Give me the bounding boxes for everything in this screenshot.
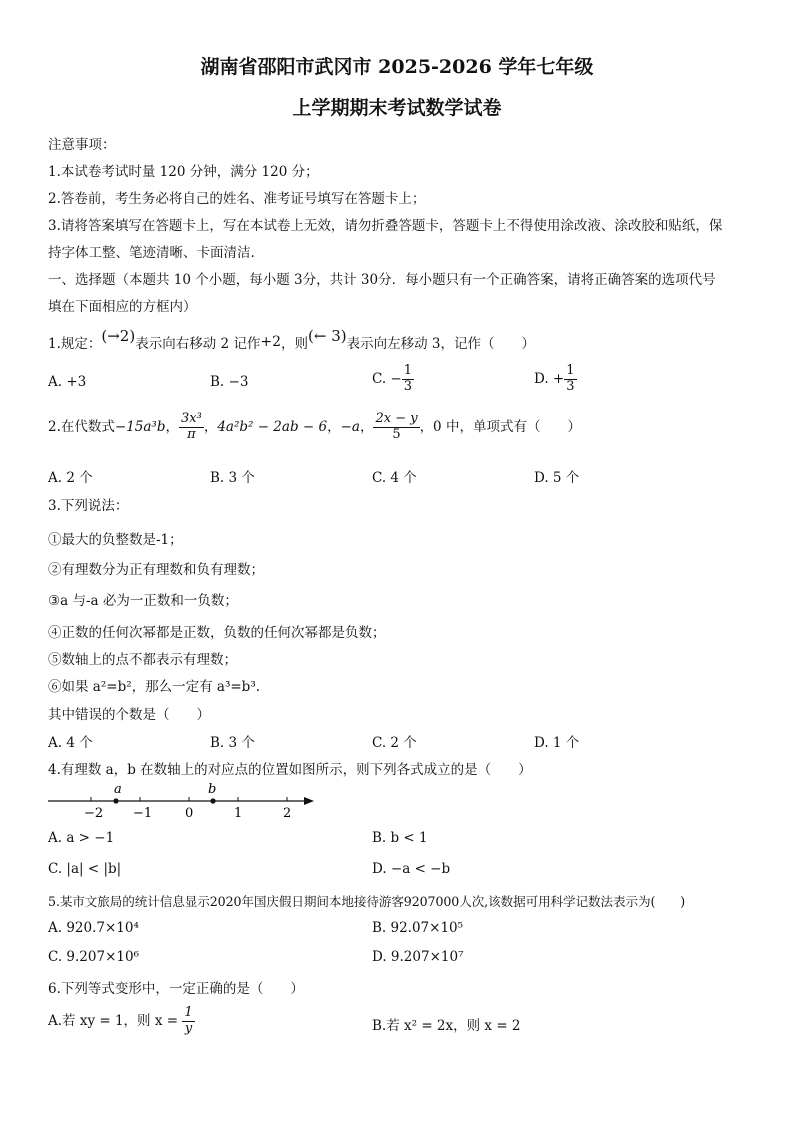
point-a-dot (113, 798, 118, 803)
q2-option-b: B. 3 个 (210, 470, 255, 486)
q2-part-2: ，0 中，单项式有（ ） (419, 418, 581, 435)
q1-math-left: (← 3) (308, 327, 347, 345)
note-3a: 3.请将答案填写在答题卡上，写在本试卷上无效，请勿折叠答题卡，答题卡上不得使用涂改液、涂改胶和贴纸，保 (48, 218, 723, 234)
q3-option-d: D. 1 个 (534, 735, 580, 751)
note-1: 1.本试卷考试时量 120 分钟，满分 120 分； (48, 164, 319, 180)
q5-option-d: D. 9.207×10⁷ (372, 949, 464, 965)
q3-option-a: A. 4 个 (48, 735, 93, 751)
number-line-arrow-icon (304, 797, 314, 805)
q3-statement-1: ①最大的负整数是-1； (48, 532, 183, 548)
q4-option-c: C. |a| < |b| (48, 861, 122, 877)
q4-option-a: A. a > −1 (48, 830, 115, 846)
q3-statement-4: ④正数的任何次幂都是正数，负数的任何次幂都是负数； (48, 625, 386, 641)
q5-option-a: A. 920.7×10⁴ (48, 920, 139, 936)
q1-d-fraction (564, 364, 576, 395)
q2-expr-2 (179, 412, 204, 443)
q4-option-d: D. −a < −b (372, 861, 451, 877)
q2-expr-1: −15a³b (114, 418, 166, 435)
q1-option-c (372, 364, 414, 395)
q1-part-3: ，则 (281, 336, 309, 352)
q1-part-1: 1.规定： (48, 336, 102, 352)
q2-expr-2-den: π (187, 426, 196, 442)
tick-label-1: 1 (234, 806, 243, 821)
note-3b: 持字体工整、笔迹清晰、卡面清洁. (48, 245, 255, 261)
question-6-stem: 6.下列等式变形中，一定正确的是（ ） (48, 981, 304, 997)
q3-statement-2: ②有理数分为正有理数和负有理数； (48, 562, 264, 578)
q6-a-text: A.若 xy = 1，则 x = (48, 1012, 179, 1029)
q2-option-a: A. 2 个 (48, 470, 93, 486)
question-4-stem: 4.有理数 a，b 在数轴上的对应点的位置如图所示，则下列各式成立的是（ ） (48, 762, 532, 778)
q3-statement-5: ⑤数轴上的点不都表示有理数； (48, 652, 237, 668)
tick-label-neg2: −2 (84, 806, 104, 821)
q2-expr-2-num: 3x³ (180, 411, 202, 426)
tick-label-neg1: −1 (133, 806, 153, 821)
question-2-stem: 2.在代数式−15a³b， $\frac{\text{3x³}}{\pi}$ ，4a²b² − 2ab − 6，−a， $\frac{2x - y}{5}$ ，0 中，单项式有（ ） (48, 411, 581, 442)
q6-a-numerator: 1 (184, 1005, 193, 1020)
note-2: 2.答卷前，考生务必将自己的姓名、准考证号填写在答题卡上； (48, 191, 426, 207)
q1-d-denominator: 3 (566, 378, 575, 394)
notes-heading: 注意事项： (48, 137, 116, 153)
q6-option-a (48, 1006, 195, 1037)
point-b-label: b (208, 782, 217, 797)
question-1-stem (48, 327, 536, 352)
exam-title-line1: 湖南省邵阳市武冈市 2025-2026 学年七年级 (200, 56, 594, 78)
q1-math-plus2: +2 (260, 334, 282, 350)
q2-option-c: C. 4 个 (372, 470, 417, 486)
point-b-dot (210, 798, 215, 803)
question-5-stem: 5.某市文旅局的统计信息显示2020年国庆假日期间本地接待游客9207000人次,该数据可用科学记数法表示为( ) (48, 894, 686, 909)
exam-title-line2: 上学期期末考试数学试卷 (292, 97, 502, 119)
q1-c-numerator: 1 (403, 363, 413, 378)
q5-option-c: C. 9.207×10⁶ (48, 949, 139, 965)
q6-a-fraction (182, 1006, 194, 1037)
q3-question: 其中错误的个数是（ ） (48, 707, 210, 723)
q1-part-4: 表示向左移动 3，记作（ ） (346, 336, 536, 352)
q1-d-prefix: D. + (534, 370, 565, 387)
tick-label-0: 0 (185, 806, 194, 821)
q3-option-b: B. 3 个 (210, 735, 255, 751)
question-3-stem: 3.下列说法： (48, 498, 129, 514)
number-line-figure (44, 780, 324, 822)
q2-expr-4: −a (340, 418, 360, 435)
q4-option-b: B. b < 1 (372, 830, 428, 846)
q2-expr-5 (373, 412, 419, 443)
q2-option-d: D. 5 个 (534, 470, 580, 486)
q6-a-denominator: y (184, 1020, 193, 1036)
q3-statement-6: ⑥如果 a²=b²，那么一定有 a³=b³. (48, 679, 261, 695)
q1-c-fraction (402, 364, 414, 395)
q2-expr-5-den: 5 (392, 426, 401, 442)
q5-option-b: B. 92.07×10⁵ (372, 920, 464, 936)
q1-option-b: B. −3 (210, 374, 249, 390)
q2-part-1: 2.在代数式 (48, 418, 115, 435)
q1-option-d (534, 364, 577, 395)
q1-c-prefix: C. − (372, 370, 402, 387)
q3-statement-3: ③a 与-a 必为一正数和一负数； (48, 593, 238, 609)
q1-part-2: 表示向右移动 2 记作 (135, 336, 261, 352)
q2-expr-5-num: 2x − y (375, 411, 418, 426)
section-1-heading-a: 一、选择题（本题共 10 个小题，每小题 3分，共计 30分．每小题只有一个正确答案，请将正确答案的选项代号 (48, 272, 716, 288)
tick-label-2: 2 (283, 806, 292, 821)
section-1-heading-b: 填在下面相应的方框内） (48, 299, 197, 315)
q1-d-numerator: 1 (566, 363, 575, 378)
q3-option-c: C. 2 个 (372, 735, 417, 751)
point-a-label: a (114, 782, 122, 797)
q2-expr-3: 4a²b² − 2ab − 6 (217, 418, 328, 435)
q1-c-denominator: 3 (403, 378, 413, 394)
q1-option-a: A. +3 (48, 374, 87, 390)
q6-option-b: B.若 x² = 2x，则 x = 2 (372, 1018, 521, 1034)
q1-math-right: (→2) (101, 327, 136, 345)
